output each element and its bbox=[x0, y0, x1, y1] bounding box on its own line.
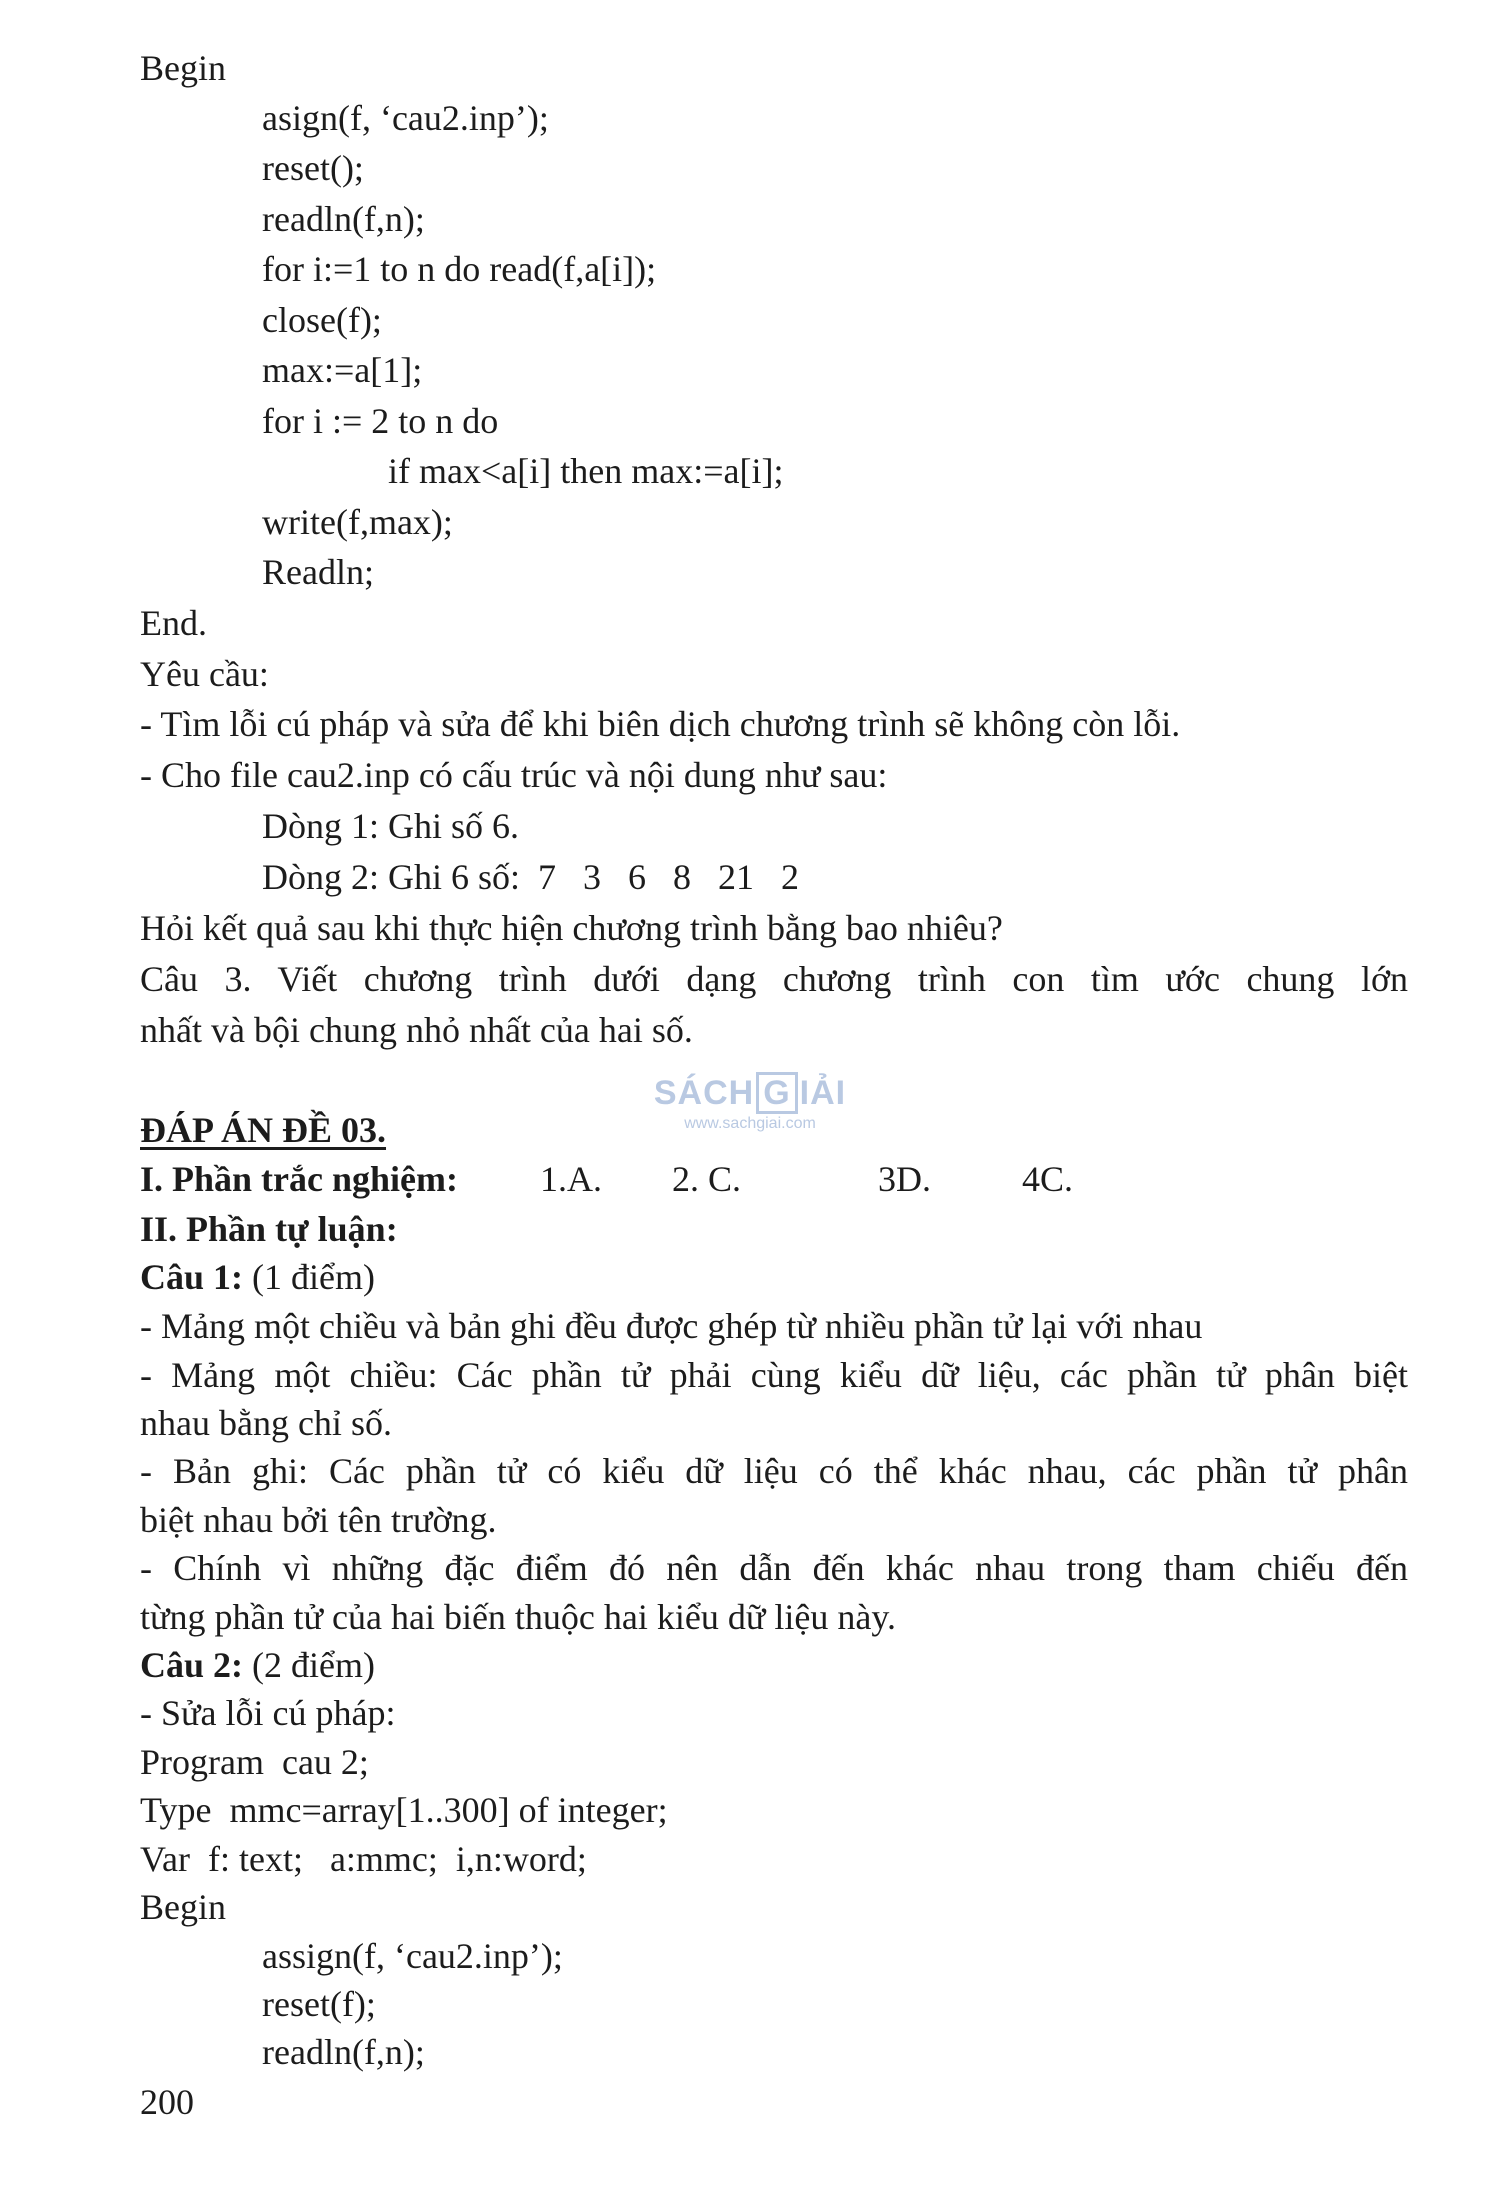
page-number: 200 bbox=[140, 2082, 194, 2122]
code-line: Type mmc=array[1..300] of integer; bbox=[140, 1790, 668, 1830]
cau1-paragraph: từng phần tử của hai biến thuộc hai kiểu dữ liệu này. bbox=[140, 1597, 896, 1637]
code-line-nested: if max<a[i] then max:=a[i]; bbox=[388, 451, 784, 491]
code-begin: Begin bbox=[140, 48, 226, 88]
code-end: End. bbox=[140, 603, 207, 643]
code-line: assign(f, ‘cau2.inp’); bbox=[262, 1936, 563, 1976]
code-line: close(f); bbox=[262, 300, 382, 340]
cau1-paragraph: - Mảng một chiều và bản ghi đều được ghép từ nhiều phần tử lại với nhau bbox=[140, 1306, 1203, 1346]
requirement-item: - Cho file cau2.inp có cấu trúc và nội dung như sau: bbox=[140, 755, 888, 795]
requirements-heading: Yêu cầu: bbox=[140, 654, 269, 694]
multiple-choice-label: I. Phần trắc nghiệm: bbox=[140, 1159, 458, 1199]
code-line: for i:=1 to n do read(f,a[i]); bbox=[262, 249, 657, 289]
cau1-paragraph: - Bản ghi: Các phần tử có kiểu dữ liệu có thể khác nhau, các phần tử phân bbox=[140, 1451, 1408, 1491]
code-line: Var f: text; a:mmc; i,n:word; bbox=[140, 1839, 587, 1879]
file-line: Dòng 2: Ghi 6 số: 7 3 6 8 21 2 bbox=[262, 857, 800, 897]
code-line: write(f,max); bbox=[262, 502, 453, 542]
fix-label: - Sửa lỗi cú pháp: bbox=[140, 1693, 396, 1733]
cau1-heading: Câu 1: (1 điểm) bbox=[140, 1257, 375, 1297]
code-line: readln(f,n); bbox=[262, 2032, 425, 2072]
code-line: reset(); bbox=[262, 148, 364, 188]
code-line: Readln; bbox=[262, 552, 374, 592]
code-line: reset(f); bbox=[262, 1984, 376, 2024]
mc-answer: 1.A. bbox=[540, 1159, 602, 1199]
answers-title: ĐÁP ÁN ĐỀ 03. bbox=[140, 1110, 387, 1150]
watermark-logo-text: SÁCH G IẢI bbox=[653, 1074, 847, 1112]
question-text: Hỏi kết quả sau khi thực hiện chương trình bằng bao nhiêu? bbox=[140, 908, 1003, 948]
cau1-paragraph: biệt nhau bởi tên trường. bbox=[140, 1500, 497, 1540]
code-begin: Begin bbox=[140, 1887, 226, 1927]
requirement-item: - Tìm lỗi cú pháp và sửa để khi biên dịch chương trình sẽ không còn lỗi. bbox=[140, 704, 1181, 744]
cau3-line: Câu 3. Viết chương trình dưới dạng chương trình con tìm ước chung lớn bbox=[140, 959, 1408, 999]
cau3-line: nhất và bội chung nhỏ nhất của hai số. bbox=[140, 1010, 693, 1050]
code-line: readln(f,n); bbox=[262, 199, 425, 239]
cau1-paragraph: nhau bằng chỉ số. bbox=[140, 1403, 392, 1443]
file-line: Dòng 1: Ghi số 6. bbox=[262, 806, 520, 846]
mc-answer: 2. C. bbox=[672, 1159, 742, 1199]
code-line: asign(f, ‘cau2.inp’); bbox=[262, 98, 549, 138]
cau2-heading: Câu 2: (2 điểm) bbox=[140, 1645, 375, 1685]
cau1-paragraph: - Chính vì những đặc điểm đó nên dẫn đến khác nhau trong tham chiếu đến bbox=[140, 1548, 1408, 1588]
code-line: for i := 2 to n do bbox=[262, 401, 499, 441]
mc-answer: 4C. bbox=[1022, 1159, 1074, 1199]
cau1-paragraph: - Mảng một chiều: Các phần tử phải cùng kiểu dữ liệu, các phần tử phân biệt bbox=[140, 1355, 1408, 1395]
code-line: Program cau 2; bbox=[140, 1742, 369, 1782]
code-line: max:=a[1]; bbox=[262, 350, 423, 390]
watermark-logo bbox=[640, 1072, 860, 1134]
mc-answer: 3D. bbox=[878, 1159, 931, 1199]
essay-heading: II. Phần tự luận: bbox=[140, 1209, 398, 1249]
watermark-url: www.sachgiai.com bbox=[684, 1115, 816, 1132]
